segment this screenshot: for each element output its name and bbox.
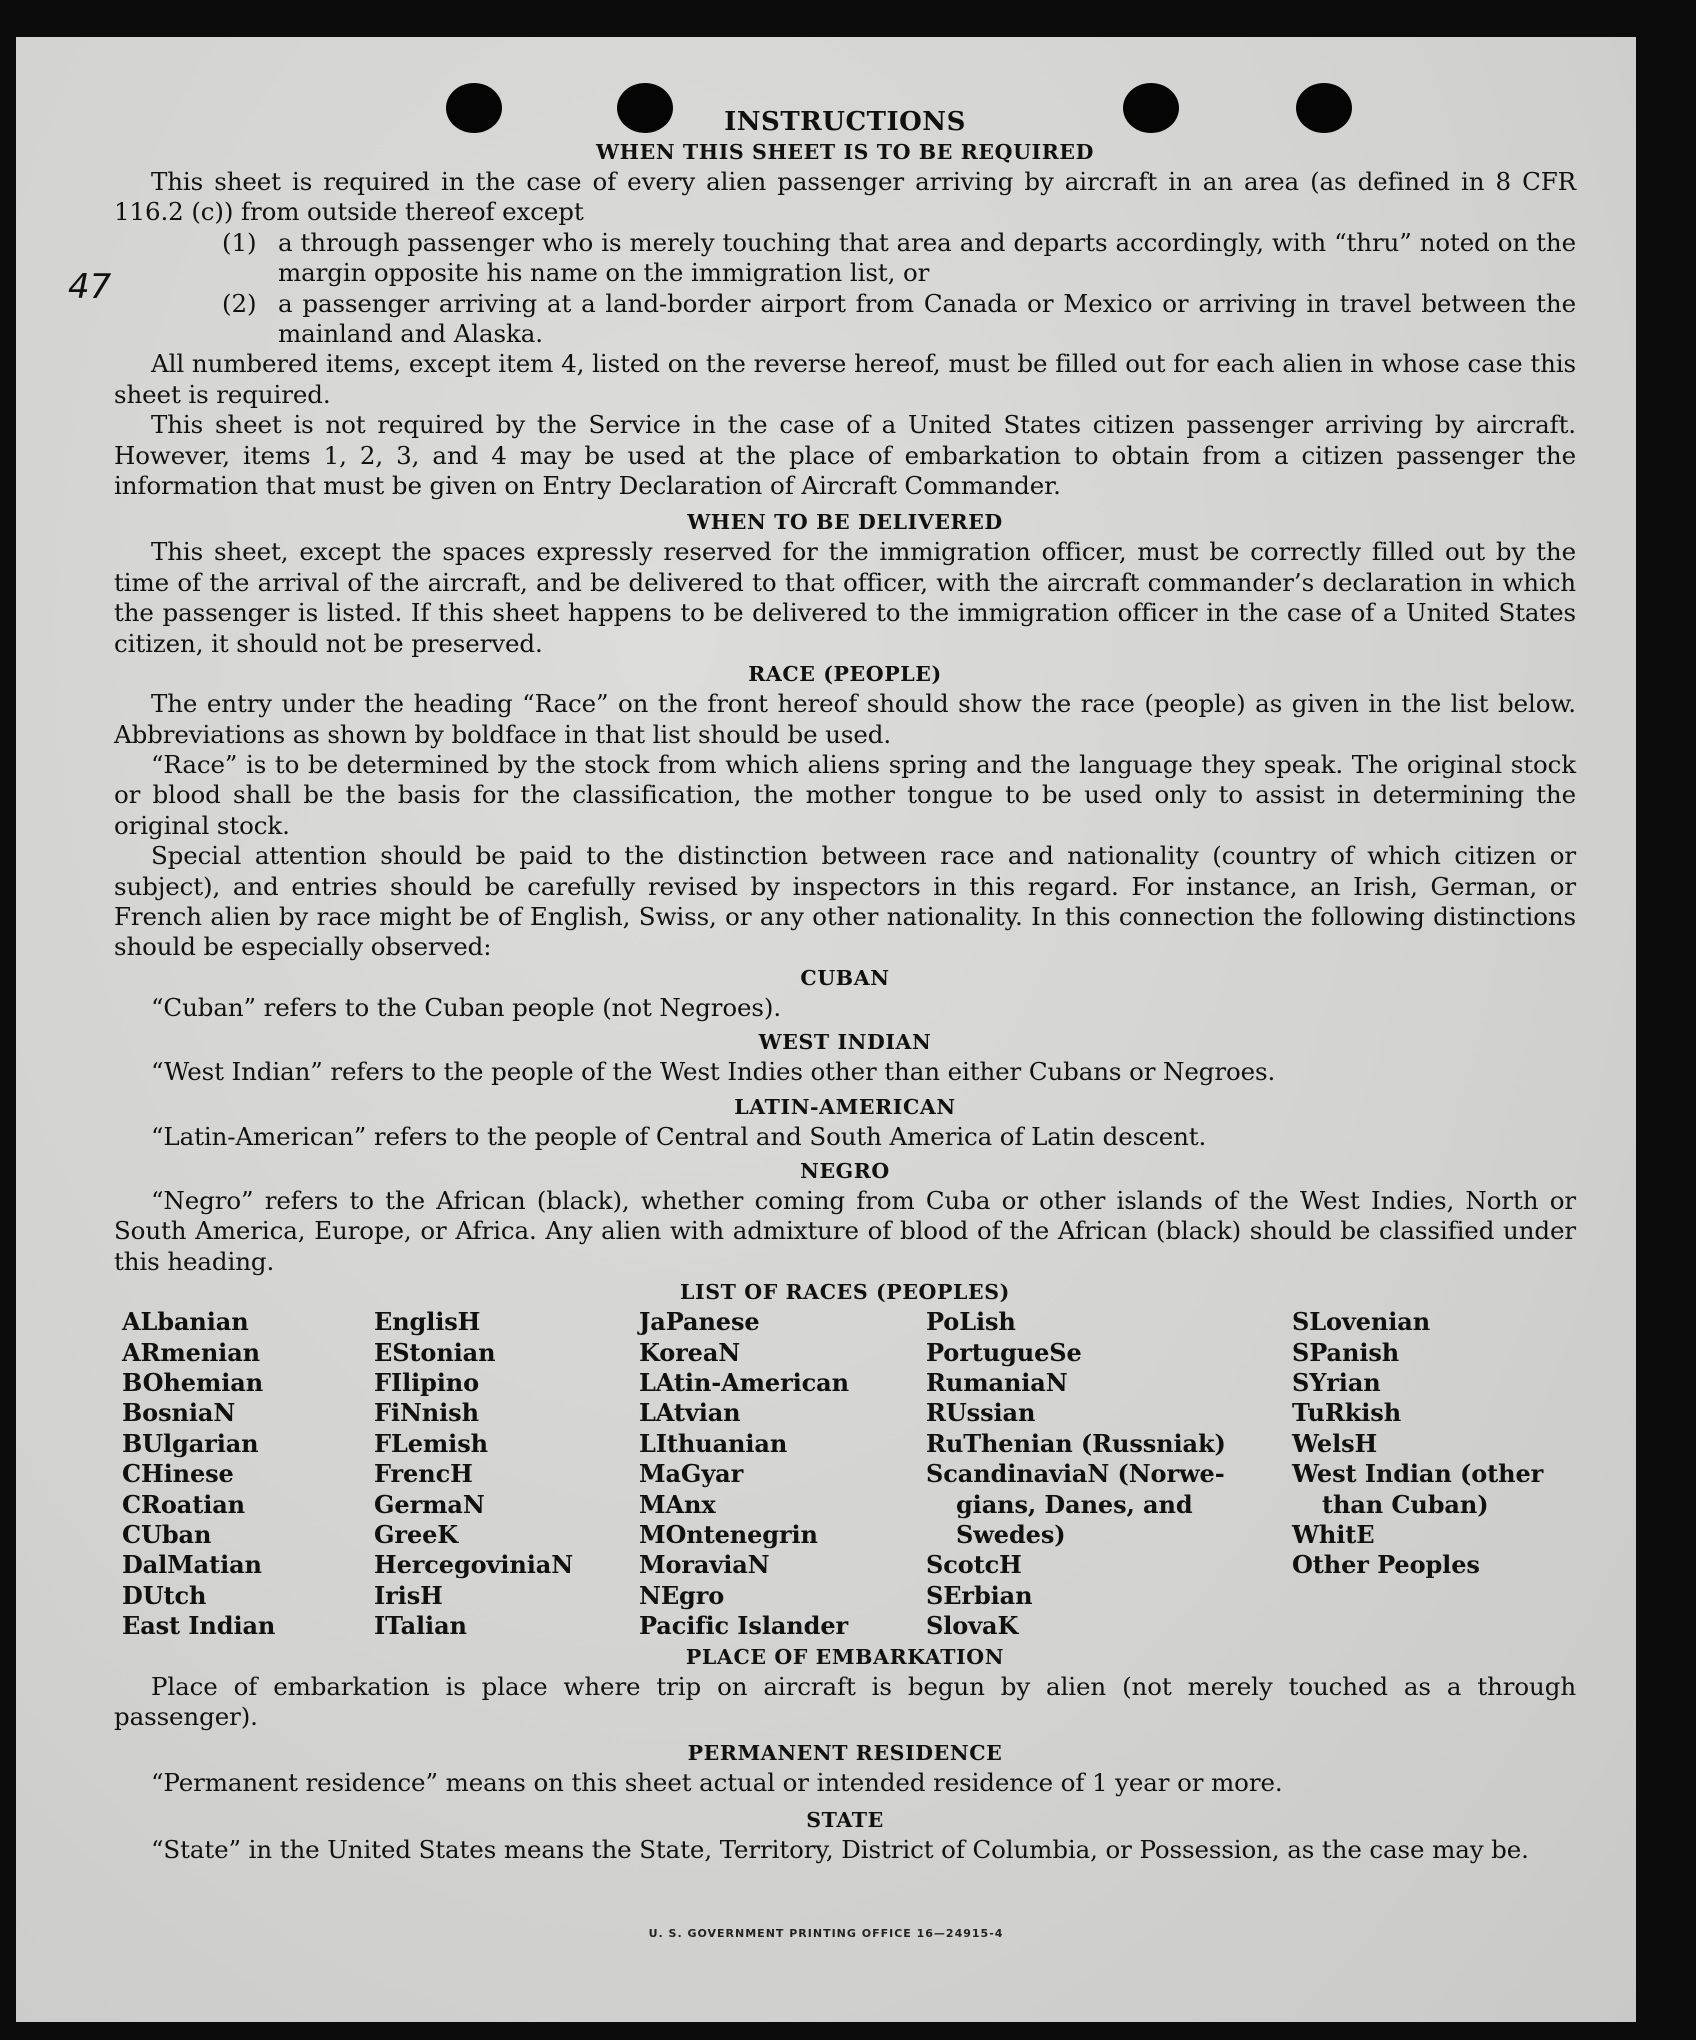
section-heading: LATIN-AMERICAN: [734, 1094, 956, 1119]
paragraph: This sheet is required in the case of every alien passenger arriving by aircraft in an area (as defined in 8 CFR 116.2 (c)) from outside thereof except: [114, 167, 1576, 227]
race-entry: ALbanian: [122, 1307, 249, 1337]
handwritten-margin-mark: 47: [68, 267, 112, 307]
section-heading: NEGRO: [800, 1158, 890, 1183]
race-entry: LAtin-American: [639, 1368, 849, 1397]
paragraph: Place of embarkation is place where trip on aircraft is begun by alien (not merely touched as a through passenger).: [114, 1671, 1576, 1732]
numbered-item: (2) a passenger arriving at a land-border airport from Canada or Mexico or arriving in travel between the mainland and Alaska.: [222, 288, 1576, 349]
race-entry: HercegoviniaN: [374, 1550, 574, 1580]
section-heading: RACE (PEOPLE): [748, 662, 942, 687]
race-entry: LAtvian: [639, 1398, 741, 1428]
paragraph: “Latin-American” refers to the people of Central and South America of Latin descent.: [151, 1121, 1207, 1151]
races-list: [122, 1307, 1576, 1641]
race-entry: ARmenian: [122, 1337, 260, 1367]
printing-office-footer: U. S. GOVERNMENT PRINTING OFFICE 16—24915-4: [648, 1927, 1004, 1940]
numbered-item: (1) a through passenger who is merely touching that area and departs accordingly, with “thru” noted on the margin opposite his name on the immigration list, or: [222, 227, 1576, 288]
race-entry: IrisH: [374, 1580, 443, 1610]
section-heading: WHEN THIS SHEET IS TO BE REQUIRED: [596, 140, 1094, 164]
race-entry: FiNnish: [374, 1398, 479, 1428]
race-entry: Other Peoples: [1292, 1550, 1480, 1580]
race-entry: PortugueSe: [926, 1337, 1082, 1367]
race-entry: FIlipino: [374, 1368, 480, 1397]
paragraph: All numbered items, except item 4, listed on the reverse hereof, must be filled out for each alien in whose case this sheet is required.: [114, 349, 1576, 409]
race-entry: SLovenian: [1292, 1307, 1431, 1337]
paragraph: Special attention should be paid to the distinction between race and nationality (country of which citizen or subject), and entries should be carefully revised by inspectors in this regard. For instance, an Irish, German, or French alien by race might be of English, Swiss, or any other nationality. In this connection the following distinctions should be especially observed:: [114, 841, 1576, 962]
race-entry: RUssian: [926, 1398, 1036, 1428]
race-entry: DalMatian: [122, 1550, 262, 1580]
race-entry: MoraviaN: [639, 1550, 770, 1580]
race-entry: EnglisH: [374, 1307, 481, 1337]
races-column: [122, 1307, 374, 1641]
race-entry: MaGyar: [639, 1459, 744, 1489]
race-entry: ScandinaviaN (Norwe-: [926, 1459, 1225, 1489]
instructions-body: [114, 107, 1576, 1865]
races-column: [926, 1307, 1292, 1641]
paragraph: The entry under the heading “Race” on the front hereof should show the race (people) as given in the list below. Abbreviations as shown by boldface in that list should be used.: [114, 689, 1576, 749]
race-entry: MOntenegrin: [639, 1520, 818, 1550]
race-entry: BOhemian: [122, 1368, 264, 1397]
race-entry: TuRkish: [1292, 1398, 1402, 1428]
paragraph: “Negro” refers to the African (black), whether coming from Cuba or other islands of the West Indies, North or South America, Europe, or Africa. Any alien with admixture of blood of the African (black) should be classified under this heading.: [114, 1185, 1576, 1276]
race-entry: LIthuanian: [639, 1428, 788, 1458]
race-entry: PoLish: [926, 1307, 1016, 1337]
races-column: [639, 1307, 926, 1641]
section-heading: WEST INDIAN: [758, 1030, 932, 1055]
race-entry: RuThenian (Russniak): [926, 1428, 1226, 1458]
race-entry: WelsH: [1292, 1428, 1378, 1458]
race-entry: KoreaN: [639, 1337, 741, 1367]
race-entry: SYrian: [1292, 1368, 1381, 1397]
page-title: INSTRUCTIONS: [724, 107, 966, 137]
race-entry: FLemish: [374, 1428, 488, 1458]
section-heading: CUBAN: [800, 965, 890, 990]
paragraph: “Race” is to be determined by the stock from which aliens spring and the language they speak. The original stock or blood shall be the basis for the classification, the mother tongue to be used only to assist in determining the original stock.: [114, 749, 1576, 840]
race-entry: DUtch: [122, 1580, 207, 1610]
race-entry: CUban: [122, 1520, 212, 1550]
paragraph: “Permanent residence” means on this sheet actual or intended residence of 1 year or more.: [151, 1768, 1283, 1798]
race-entry: West Indian (other: [1292, 1459, 1544, 1489]
section-heading: STATE: [806, 1807, 884, 1832]
race-entry: ScotcH: [926, 1550, 1022, 1580]
race-entry: BUlgarian: [122, 1428, 259, 1458]
race-entry: ITalian: [374, 1611, 467, 1641]
race-entry: WhitE: [1292, 1520, 1375, 1550]
race-entry: CRoatian: [122, 1489, 246, 1519]
race-entry: BosniaN: [122, 1398, 236, 1428]
race-entry: Pacific Islander: [639, 1611, 849, 1641]
race-entry: GermaN: [374, 1489, 485, 1519]
section-heading: LIST OF RACES (PEOPLES): [680, 1280, 1010, 1305]
section-heading: PERMANENT RESIDENCE: [687, 1741, 1003, 1766]
race-entry: than Cuban): [1322, 1489, 1489, 1519]
paragraph: This sheet, except the spaces expressly reserved for the immigration officer, must be correctly filled out by the time of the arrival of the aircraft, and be delivered to that officer, with the aircraft commander’s declaration in which the passenger is listed. If this sheet happens to be delivered to the immigration officer in the case of a United States citizen, it should not be preserved.: [114, 537, 1576, 658]
race-entry: Swedes): [956, 1520, 1066, 1550]
races-column: [374, 1307, 639, 1641]
race-entry: SErbian: [926, 1580, 1033, 1610]
race-entry: SlovaK: [926, 1611, 1019, 1641]
section-heading: WHEN TO BE DELIVERED: [687, 510, 1003, 535]
paragraph: This sheet is not required by the Service in the case of a United States citizen passenger arriving by aircraft. However, items 1, 2, 3, and 4 may be used at the place of embarkation to obtain from a citizen passenger the information that must be given on Entry Declaration of Aircraft Commander.: [114, 410, 1576, 501]
paragraph: “West Indian” refers to the people of the West Indies other than either Cubans or Negroes.: [151, 1057, 1276, 1087]
race-entry: CHinese: [122, 1459, 234, 1489]
races-column: [1292, 1307, 1576, 1641]
document-sheet: [16, 37, 1636, 2022]
paragraph: “State” in the United States means the State, Territory, District of Columbia, or Possession, as the case may be.: [151, 1834, 1529, 1864]
race-entry: MAnx: [639, 1489, 716, 1519]
race-entry: East Indian: [122, 1611, 276, 1641]
paragraph: “Cuban” refers to the Cuban people (not Negroes).: [151, 992, 782, 1022]
race-entry: NEgro: [639, 1580, 725, 1610]
race-entry: EStonian: [374, 1337, 496, 1367]
race-entry: gians, Danes, and: [956, 1489, 1193, 1519]
race-entry: FrencH: [374, 1459, 473, 1489]
race-entry: GreeK: [374, 1520, 459, 1550]
section-heading: PLACE OF EMBARKATION: [685, 1644, 1005, 1669]
race-entry: SPanish: [1292, 1337, 1400, 1367]
race-entry: JaPanese: [639, 1307, 760, 1337]
race-entry: RumaniaN: [926, 1368, 1068, 1397]
